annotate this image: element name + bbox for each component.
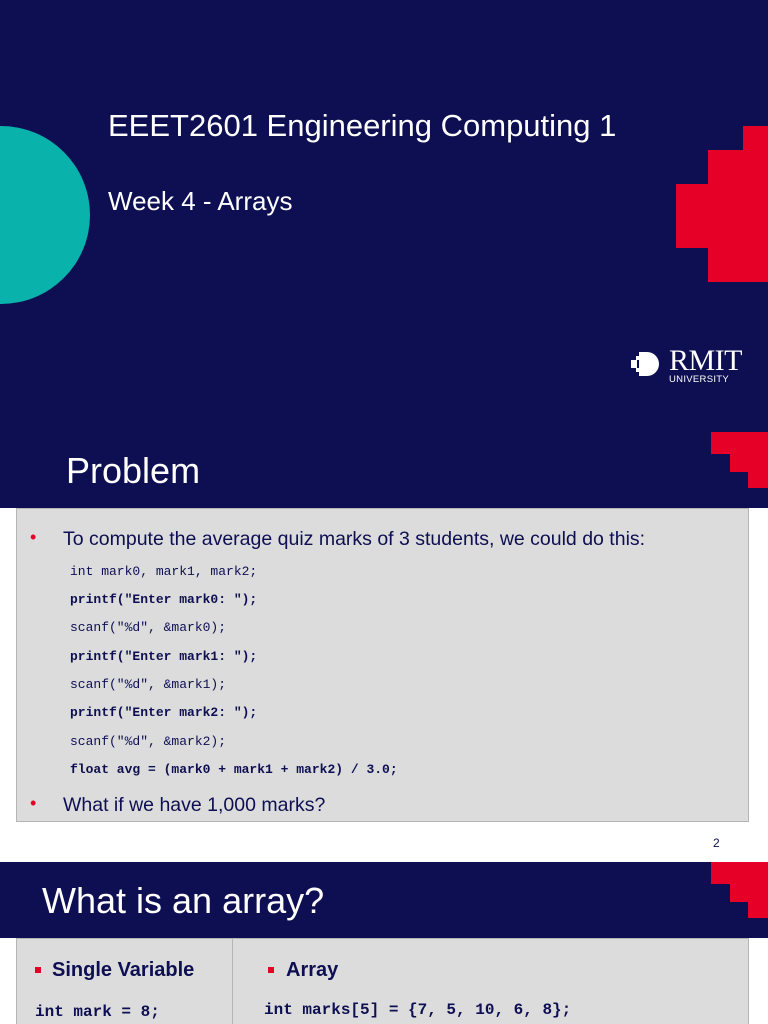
single-variable-code: int mark = 8; bbox=[35, 1003, 160, 1021]
single-variable-title: Single Variable bbox=[52, 959, 195, 981]
course-title: EEET2601 Engineering Computing 1 bbox=[108, 108, 617, 143]
slide-header bbox=[0, 862, 768, 938]
teal-circle-decoration bbox=[0, 126, 90, 304]
array-slide bbox=[0, 862, 768, 1024]
square-bullet-icon bbox=[268, 967, 274, 973]
code-line: printf("Enter mark1: "); bbox=[70, 649, 258, 664]
slide-heading: Problem bbox=[66, 450, 201, 491]
code-line: scanf("%d", &mark1); bbox=[70, 677, 227, 692]
bullet-icon: • bbox=[30, 527, 37, 547]
array-title: Array bbox=[286, 959, 339, 981]
code-line: printf("Enter mark0: "); bbox=[70, 592, 258, 607]
code-line: int mark0, mark1, mark2; bbox=[70, 564, 258, 579]
code-line: float avg = (mark0 + mark1 + mark2) / 3.0; bbox=[70, 762, 398, 777]
square-bullet-icon bbox=[35, 967, 41, 973]
logo-wordmark: RMIT bbox=[669, 344, 742, 377]
page-number: 2 bbox=[713, 836, 720, 850]
column-divider bbox=[232, 939, 233, 1024]
rmit-logo-mark-icon bbox=[631, 350, 661, 378]
intro-text: To compute the average quiz marks of 3 students, we could do this: bbox=[63, 528, 646, 550]
content-panel bbox=[16, 508, 749, 822]
code-line: printf("Enter mark2: "); bbox=[70, 705, 258, 720]
slide-heading: What is an array? bbox=[42, 880, 325, 921]
bullet-icon: • bbox=[30, 793, 37, 813]
code-line: scanf("%d", &mark2); bbox=[70, 734, 227, 749]
code-line: scanf("%d", &mark0); bbox=[70, 620, 227, 635]
question-text: What if we have 1,000 marks? bbox=[63, 794, 326, 816]
logo-university: UNIVERSITY bbox=[669, 374, 730, 385]
array-code: int marks[5] = {7, 5, 10, 6, 8}; bbox=[264, 1001, 572, 1019]
lecture-subtitle: Week 4 - Arrays bbox=[108, 186, 293, 216]
rmit-logo bbox=[631, 344, 742, 388]
title-slide bbox=[0, 0, 768, 432]
slide-header bbox=[0, 432, 768, 508]
problem-slide bbox=[0, 432, 768, 864]
content-panel bbox=[16, 938, 749, 1024]
